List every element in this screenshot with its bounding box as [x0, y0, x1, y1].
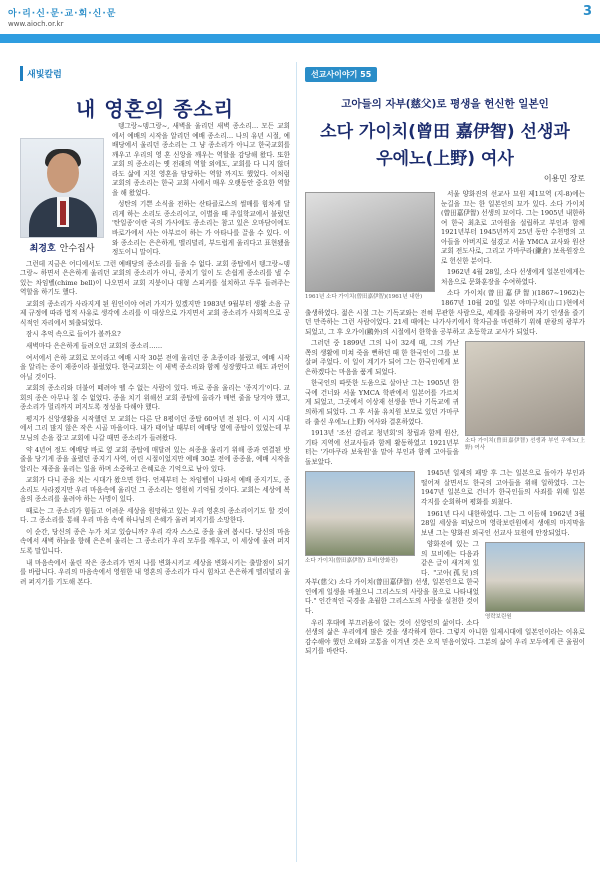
series-label: 선교사이야기 55	[305, 67, 377, 82]
grave-photo	[305, 471, 415, 556]
paragraph: 교회가 다니 종을 치는 시대가 왔으면 한다. 언제부터 는 차임벨이 나와서 예배 종지기도, 종소리도 사라졌지만 우리 마음속에 울리던 그 종소리는 영원히 기억될 것이다. 교회는 세상에 복음의 종소리를 울려야 하는 사명이 있다.	[20, 476, 290, 504]
paragraph: 그런데 지금은 어디에서도 그런 예배당의 종소리를 들을 수 없다. 교회 종탑에서 뎅그랑~뎅그랑~ 하면서 은은하게 울리던 교회의 종소리가 아니, 종치기 일이 도 손쉽게 종소리를 낼 수 있는 차임벨(chime bell)이 나오면서 교회 지붕이나 대형 스피커를 설치하고 두루 들려주는 역할을 하기도 했다.	[20, 259, 290, 297]
paragraph: 내 마음속에서 울린 작은 종소리가 먼저 나를 변화시키고 세상을 변화시키는 출발점이 되기를 바랍니다. 우리의 마음속에서 영원한 내 영혼의 종소리가 다시 힘차고 은은하게 멜리뎔리 울려 퍼지기를 기도해 본다.	[20, 558, 290, 586]
right-column	[305, 62, 585, 862]
paragraph: 우리 후대에 부끄러움이 없는 것이 신앙인의 삶이다. 소다 선생의 삶은 우리에게 많은 것을 생각하게 한다. 그렇지 아니한 일제시대에 일본인이라는 이유로 감수해야 했던 오해와 고통을 이겨낸 것은 오직 믿음이었다. 그분의 삶이 우리 모두에게 큰 울림이 되기를 바란다.	[305, 618, 585, 656]
newspaper-brand: 아·리·신·문·교·회·신·문	[8, 9, 117, 19]
author-photo	[20, 138, 104, 238]
paragraph: 1913년 '조선 감리교 청년회'의 창립과 함께 원산, 기타 지역에 선교사들과 함께 활동하였고 1921년부터는 '가마쿠라 보육원'을 맡아 부인과 함께 고아들을 돌보았다.	[305, 429, 459, 466]
paragraph: 1945년 일제의 패망 후 그는 일본으로 돌아가 부인과 떨어져 살면서도 한국의 고아들을 위해 일하였다. 그는 1947년 일본으로 건너가 한국인들의 사죄를 위해 일본 각지를 순회하며 평화를 외쳤다.	[421, 469, 585, 506]
author-portrait	[20, 138, 104, 254]
paragraph: 교회의 종소리와 더불어 떼려야 뗄 수 없는 사람이 있다. 바로 종을 울리는 '종지기'이다. 교회의 종은 아무나 칠 수 없었다. 종을 치기 위해선 교회 종탑에 올라가 매번 줄을 당겨야 했고, 종소리가 멀리까지 퍼지도록 정성을 다해야 했다.	[20, 384, 290, 412]
paragraph: 1962년 4월 28일, 소다 선생에게 일본인에게는 처음으로 문화훈장을 수여하였다.	[441, 268, 585, 286]
couple-photo	[465, 341, 585, 436]
article-title-line2: 우에노(上野) 여사	[376, 149, 514, 169]
photo-caption: 소다 가이치(曾田嘉伊智) 선생과 부인 우에노(上野) 여사	[465, 438, 585, 452]
paragraph: 1961년 다시 내한하였다. 그는 그 이듬해 1962년 3월 28일 세상을 떠났으며 영락보린원에서 생애의 마지막을 보낸 그는 양화진 외국인 선교사 묘원에 안장되었다.	[421, 509, 585, 537]
paragraph: 때로는 그 종소리가 힘들고 어려운 세상을 원망하고 있는 우리 영혼의 종소리이기도 할 것이다. 그 종소리를 통해 우리 마음 속에 하나님의 은혜가 울려 퍼지기를 소망한다.	[20, 506, 290, 525]
article-title-line1: 소다 가이치(曾田 嘉伊智) 선생과	[320, 122, 570, 142]
author-name: 최경호	[29, 244, 56, 254]
photo-caption: 1961년 소다 가이치(曾田嘉伊智)(1961년 내한)	[305, 294, 423, 300]
newspaper-url[interactable]: www.aioch.or.kr	[8, 20, 64, 28]
page-header	[0, 0, 600, 46]
figure-2	[465, 341, 585, 452]
paragraph: 양화진에 있는 그의 묘비에는 다음과 같은 글이 새겨져 있다. "고아(孤兒)의 자부(慈父) 소다 가이치(曾田嘉伊智) 선생, 일본인으로 한국인에게 일생을 바쳤으니 그리스도의 사랑을 몸으로 나타내었다." 인간적인 국경을 초월한 그리스도의 사랑을 실천한 것이다.	[305, 540, 479, 615]
paragraph: 뎅그랑~뎅그랑~, 새벽을 울리던 새벽 종소리… 모든 교회에서 예배의 시작을 알리던 예배 종소리… 나의 유년 시절, 예배당에서 울리던 종소리는 그 냥 종소리가 아니고 한국교회를 깨우고 우리의 영 혼 신앙을 깨우는 역할을 감당해 왔다. 또한 교회 의 종소리는 옛 전래의 역할 외에도, 교회를 다 니지 않더라도 삶에 지친 영혼을 담당하는 역할 까지도 했었다. 이처럼 교회의 종소리는 한국 교회 사에서 매우 오랫동안 중요한 역할을 해 왔었다.	[112, 122, 290, 197]
header-bar	[0, 34, 600, 43]
paragraph: 잠시 추억 속으로 들어가 볼까요?	[26, 330, 121, 339]
paragraph: 여서에서 은하 교회로 모이라고 예배 시작 30분 전에 울리던 종 초종이라 불렀고, 예배 시작을 알리는 종이 재종이라 불렀었다. 한국교회는 이 새벽 종소리와 함께 성장했다고 해도 과언이 아닐 것이다.	[20, 353, 290, 381]
photo-caption: 영락보린원	[485, 614, 512, 621]
paragraph: 약 4년여 정도 예배당 바로 옆 교회 종탑에 매달려 있는 쇠종을 울리기 위해 종과 연결된 밧줄을 당기게 종을 울렸던 종지기 사역, 어린 시절이었지만 예배 30분 전에 종종을, 예배 시작을 알리는 재종을 울리는 일을 하며 소중하고 은혜로운 기억으로 남아 있다.	[20, 445, 290, 473]
figure-3	[305, 471, 415, 565]
paragraph: 서울 양화진의 선교사 묘원 제1묘역 (지-8)에는 눈길을 끄는 한 일본인의 묘가 있다. 소다 가이치(曾田嘉伊智) 선생의 묘이다. 그는 1905년 내한하여 한국 최초로 고아원을 설립하고 부인과 함께 1921년부터 1945년까지 25년 동안 수천명의 고아들을 아버지로 섬겼고 서울 YMCA 교사와 원산교회 전도사로, 그리고 가마쿠라(鎌倉) 보육원장으로 헌신한 분이다.	[441, 190, 585, 265]
paragraph: 교회의 종소리가 사라지게 된 원인이야 여러 가지가 있겠지만 1983년 9월부터 생활 소음 규제 규정에 따라 법적 사유로 생각에 소리를 이 대상으로 가지면서 교회 종소리가 사회적으로 공식적인 자리에서 퇴출되었다.	[20, 299, 290, 327]
photo-caption: 소다 가이치(曾田嘉伊智) 묘비(양화진)	[305, 558, 398, 565]
paragraph: 소다 가이치(曾田嘉伊智)(1867~1962)는 1867년 10월 20일 일본 야마구치(山口)현에서 출생하였다. 젊은 시절 그는 기독교와는 전혀 무관한 사람으로, 세계를 유랑하며 자기 인생을 즐기던 만족하는 그런 사람이었다. 21세 때에는 나가사키에서 학자금을 마련하기 위해 판광의 광부가 되었고, 그 후 오가이(鷗外)의 시절에서 한학을 공부하고 초등학교 교사가 되었다.	[305, 289, 585, 336]
byline: 이용민 장로	[543, 174, 585, 183]
historic-photo	[305, 192, 435, 292]
author-role: 안수집사	[59, 244, 95, 254]
author-caption	[20, 241, 104, 254]
article-body	[305, 190, 585, 657]
column-divider	[296, 62, 297, 862]
paragraph: 한국인의 따뜻한 도움으로 살아난 그는 1905년 한국에 건너와 서울 YMCA 학관에서 일본어를 가르치게 되었고, 그곳에서 이상재 선생을 만나 기독교에 귀의하게 되었다. 그 후 서울 유치원 보모로 있던 가마쿠라 출신 우에노(上野) 여사와 결혼하였다.	[305, 379, 459, 426]
paragraph: 그러던 중 1899년 그의 나이 32세 때, 그의 가난 쪽의 생활에 미쳐 죽을 뻔하던 때 한 한국인이 그를 보살펴 주었다. 이 일이 계기가 되어 그는 한국인에게 보은하겠다는 마음을 품게 되었다.	[305, 339, 459, 376]
article-subtitle: 고아들의 자부(慈父)로 평생을 헌신한 일본인	[341, 98, 549, 110]
paragraph: 성탄의 기쁜 소식을 전하는 산타클로스의 썰매를 힘차게 달리게 하는 소리도 종소리이고, 이별을 때 주일학교에서 불렀던 '탄일종'이란 곡의 가사에도 종소리는 참고 있은 오마담이에도 바로가에서 사는 아부르이 하는 가 아타나를 끌을 수 있다. 이와 종소리는 은은하게, 멜리뎔리, 부드럽게 울리다고 표현됐을 정도이니 말이다.	[112, 200, 290, 257]
orphanage-photo	[485, 542, 585, 612]
figure-4	[485, 542, 585, 621]
left-column	[20, 62, 290, 862]
paragraph: 이 순간, 당신의 종은 누가 치고 있습니까? 우리 각자 스스로 종을 울려 봅시다. 당신의 마음속에서 새벽 하늘을 향해 은은히 울리는 그 종소리가 우리 모두를 깨우고, 이 세상에 울려 퍼지도록 말입니다.	[20, 527, 290, 555]
paragraph: 평지가 신앙생활을 시작했던 모 교회는 다른 단 8평이던 종탑 60여년 전 된다. 이 시지 시대에서 그리 많지 않은 작은 시골 마을이다. 내가 태어날 때부터 예배당 옆에 종탑이 있었는데 부모님의 손을 잡고 교회에 나갈 때면 종소리가 들려왔다.	[20, 414, 290, 442]
page-number: 3	[582, 4, 592, 19]
paragraph: 새벽마다 은은하게 들려오던 교회의 종소리……	[26, 342, 163, 351]
article-title: 내 영혼의 종소리	[75, 97, 235, 121]
figure-1	[305, 192, 435, 301]
column-label: 새빛칼럼	[20, 66, 66, 81]
